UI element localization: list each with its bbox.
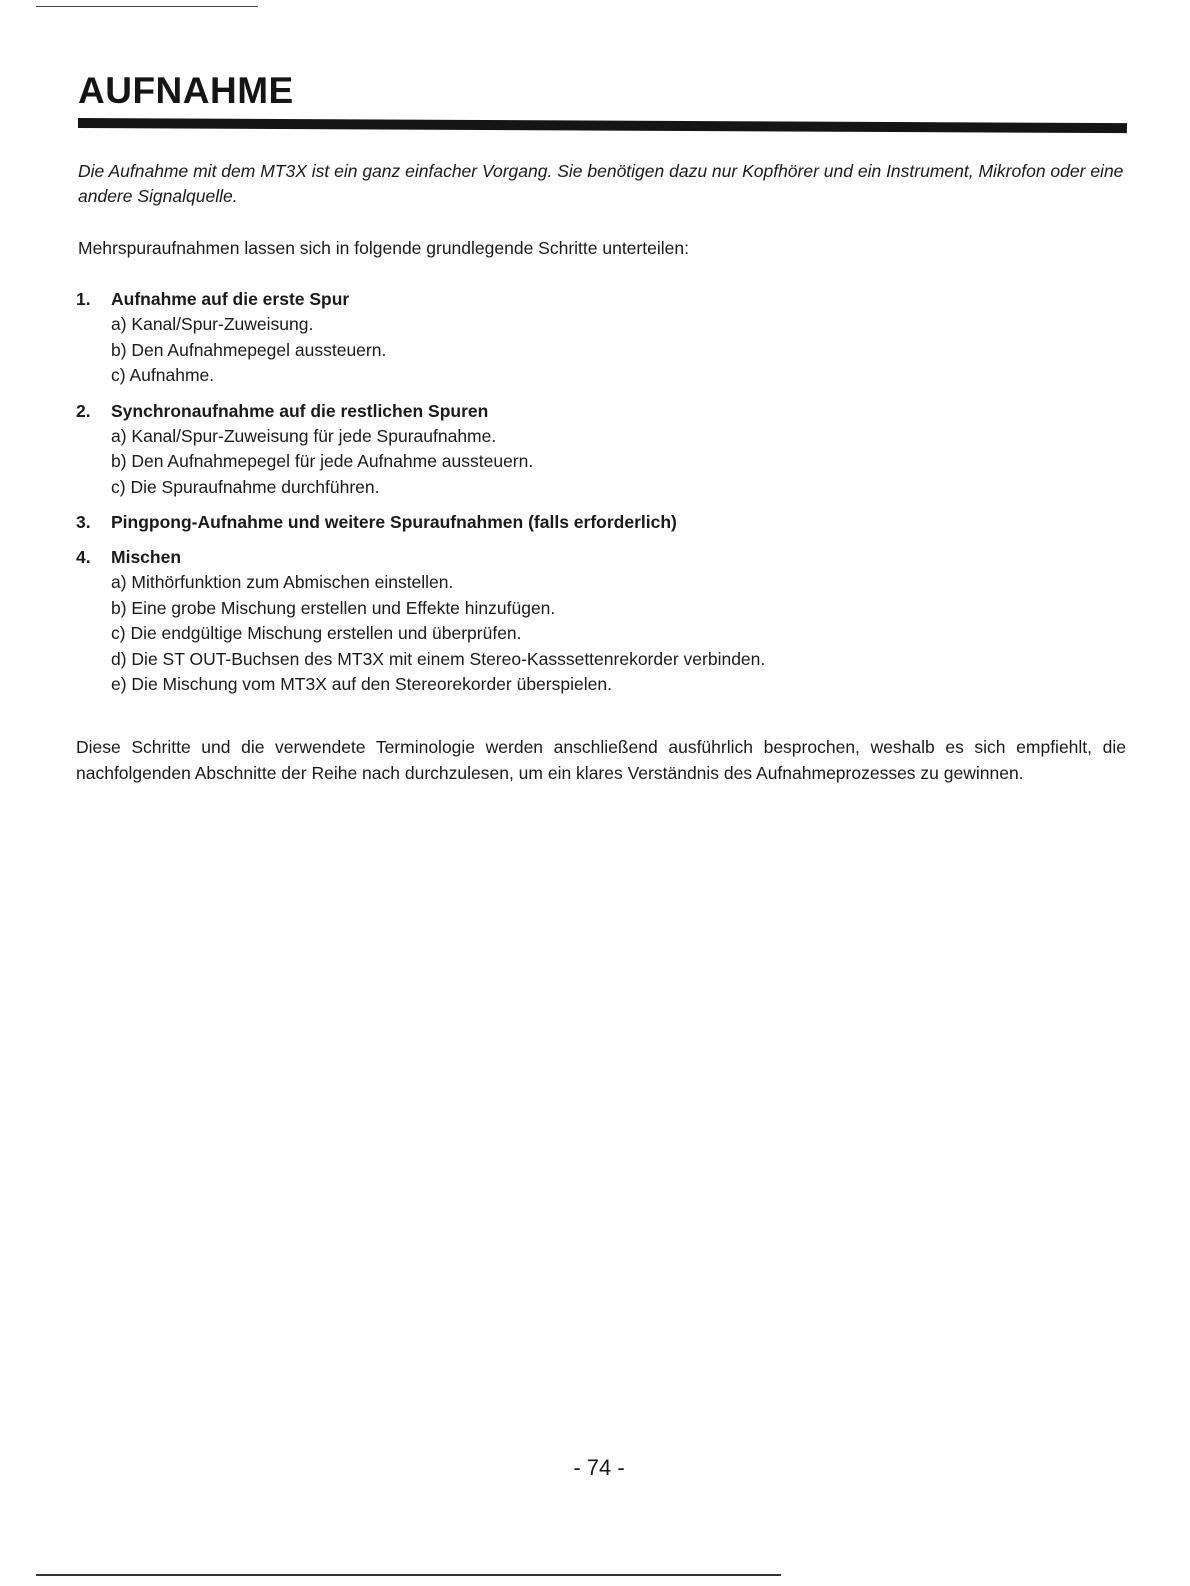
- step-item: [76, 398, 1126, 501]
- substep-list: [76, 570, 1126, 698]
- steps-list: [76, 286, 1126, 707]
- step-number: 4.: [76, 547, 91, 567]
- substep-item: a) Mithörfunktion zum Abmischen einstellen.: [111, 572, 454, 592]
- substep-item: c) Die endgültige Mischung erstellen und überprüfen.: [111, 623, 522, 643]
- step-title: Synchronaufnahme auf die restlichen Spuren: [111, 400, 489, 421]
- substep-item: e) Die Mischung vom MT3X auf den Stereorekorder überspielen.: [111, 674, 612, 694]
- closing-paragraph: Diese Schritte und die verwendete Terminologie werden anschließend ausführlich besprochen, weshalb es sich empfiehlt, die nachfolgenden Abschnitte der Reihe nach durchzulesen, um ein klares Verständnis des Aufnahmeprozesses zu gewinnen.: [76, 737, 1126, 783]
- substep-list: [76, 424, 1126, 501]
- substep-item: b) Eine grobe Mischung erstellen und Effekte hinzufügen.: [111, 597, 556, 618]
- page-title: AUFNAHME: [78, 70, 294, 111]
- page-number: - 74 -: [573, 1455, 625, 1480]
- substep-item: a) Kanal/Spur-Zuweisung für jede Spuraufnahme.: [111, 425, 497, 446]
- step-title: Aufnahme auf die erste Spur: [111, 289, 350, 309]
- substep-item: c) Aufnahme.: [111, 365, 215, 385]
- step-heading: [76, 398, 1126, 424]
- step-item: [76, 509, 1126, 535]
- substep-list: [76, 312, 1126, 389]
- substep-item: c) Die Spuraufnahme durchführen.: [111, 476, 380, 497]
- step-heading: [76, 286, 1126, 312]
- step-heading: [76, 544, 1126, 570]
- step-item: [76, 544, 1126, 698]
- top-edge-rule: [36, 6, 258, 7]
- step-heading: [76, 509, 1126, 535]
- step-title: Pingpong-Aufnahme und weitere Spuraufnahmen (falls erforderlich): [111, 512, 677, 532]
- step-number: 1.: [76, 289, 91, 309]
- step-title: Mischen: [111, 547, 182, 567]
- step-number: 2.: [76, 400, 91, 421]
- bottom-edge-rule: [36, 1574, 781, 1576]
- step-number: 3.: [76, 512, 91, 532]
- intro-paragraph: Die Aufnahme mit dem MT3X ist ein ganz einfacher Vorgang. Sie benötigen dazu nur Kopfhörer und ein Instrument, Mikrofon oder eine andere Signalquelle.: [78, 161, 1124, 206]
- title-underline-bar: [78, 118, 1127, 133]
- substep-item: a) Kanal/Spur-Zuweisung.: [111, 314, 314, 334]
- lead-paragraph: Mehrspuraufnahmen lassen sich in folgende grundlegende Schritte unterteilen:: [78, 238, 689, 258]
- substep-item: b) Den Aufnahmepegel für jede Aufnahme aussteuern.: [111, 451, 534, 471]
- substep-item: b) Den Aufnahmepegel aussteuern.: [111, 339, 387, 360]
- substep-item: d) Die ST OUT-Buchsen des MT3X mit einem Stereo-Kasssettenrekorder verbinden.: [111, 648, 766, 669]
- step-item: [76, 286, 1126, 389]
